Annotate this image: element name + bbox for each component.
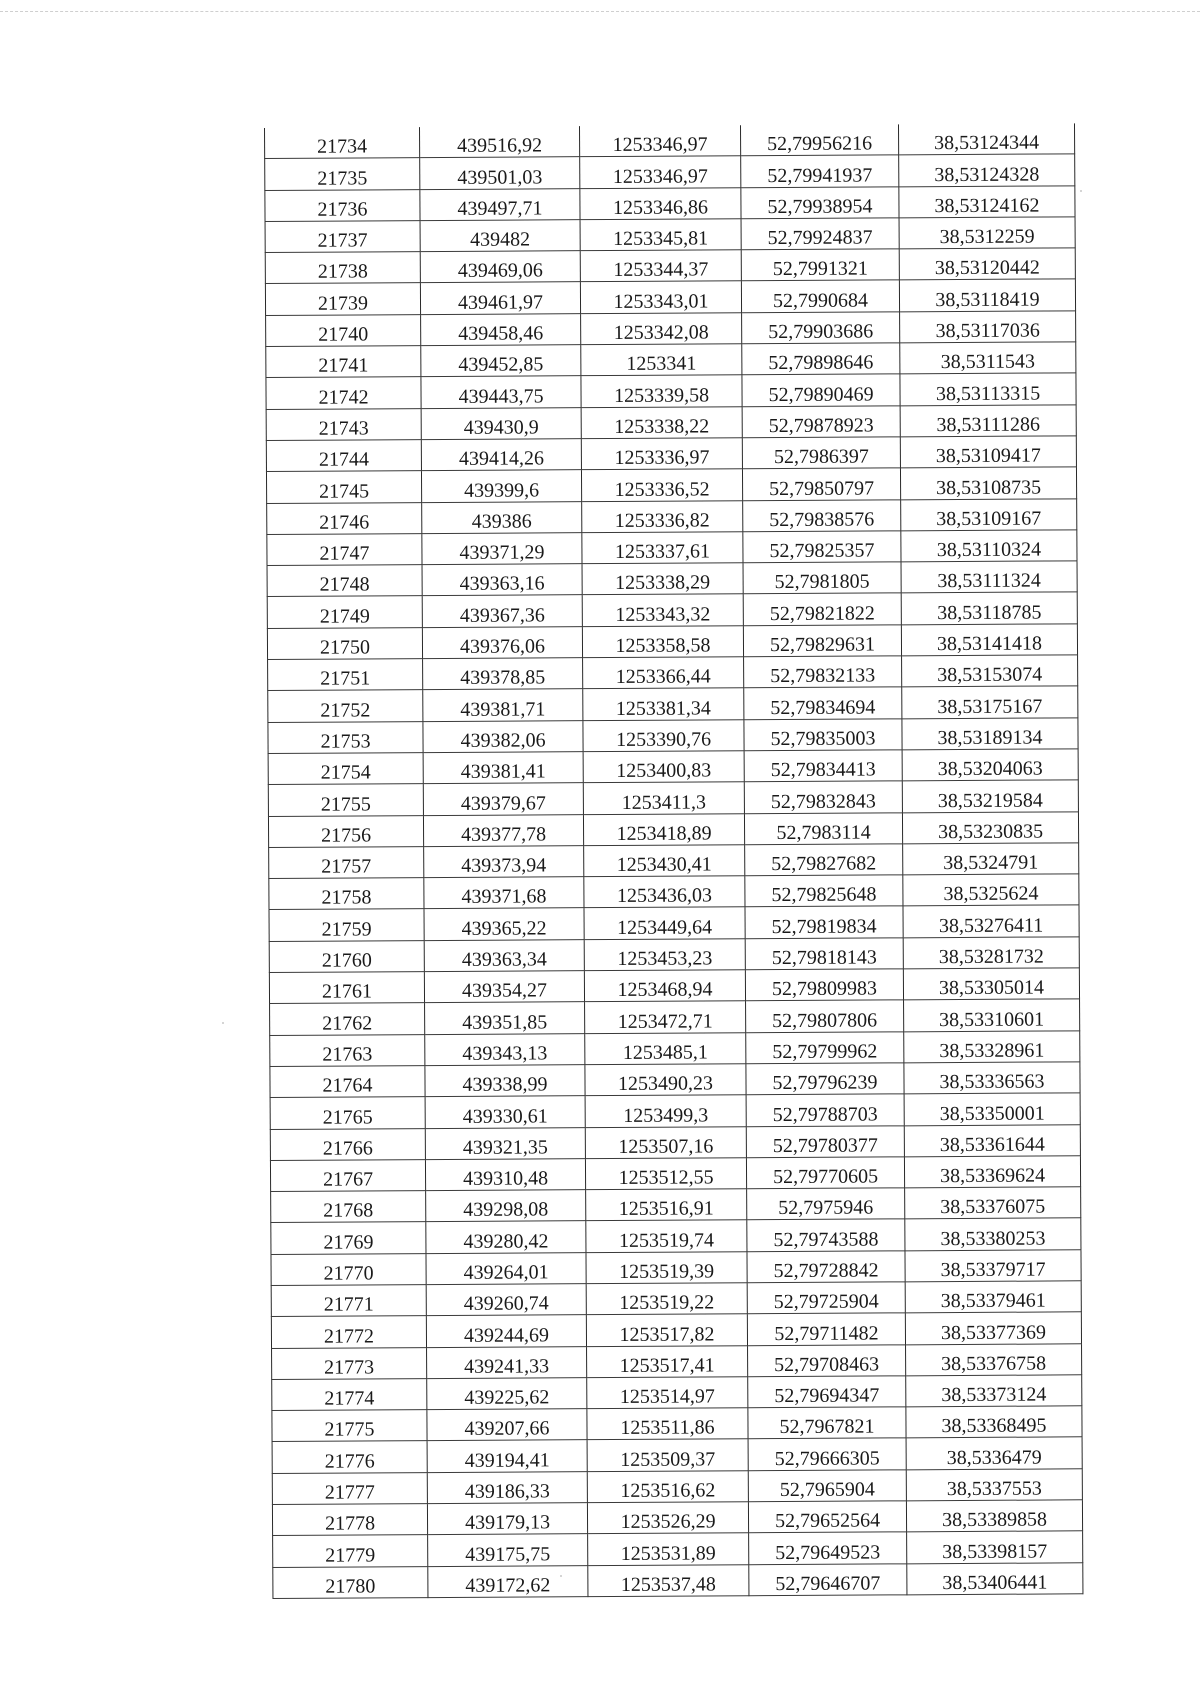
longitude-cell: 38,53109417 [900, 436, 1076, 468]
table-row [266, 311, 1076, 347]
point-number-cell: 21747 [267, 533, 422, 565]
x-coordinate-cell: 439330,61 [425, 1096, 585, 1128]
longitude-cell: 38,53379717 [905, 1250, 1081, 1282]
point-number-cell: 21756 [268, 815, 423, 847]
latitude-cell: 52,79903686 [742, 312, 900, 344]
table-row [268, 749, 1078, 785]
point-number-cell: 21740 [266, 314, 421, 346]
y-coordinate-cell: 1253511,86 [587, 1408, 748, 1440]
table-row [269, 968, 1079, 1004]
longitude-cell: 38,53350001 [904, 1093, 1080, 1125]
point-number-cell: 21736 [265, 189, 420, 221]
x-coordinate-cell: 439482 [420, 220, 580, 252]
x-coordinate-cell: 439363,34 [424, 939, 584, 971]
y-coordinate-cell: 1253343,32 [582, 594, 743, 626]
longitude-cell: 38,53398157 [907, 1531, 1083, 1563]
latitude-cell: 52,79941937 [741, 155, 899, 187]
table-row [268, 717, 1078, 753]
longitude-cell: 38,53141418 [901, 624, 1077, 656]
coordinates-table [264, 123, 1083, 1599]
table-row [265, 217, 1075, 253]
table-row [268, 655, 1078, 691]
table-row [266, 404, 1076, 440]
x-coordinate-cell: 439321,35 [425, 1127, 585, 1159]
latitude-cell: 52,79788703 [746, 1094, 904, 1126]
y-coordinate-cell: 1253507,16 [585, 1126, 746, 1158]
latitude-cell: 52,79694347 [748, 1376, 906, 1408]
latitude-cell: 52,79819834 [745, 906, 903, 938]
latitude-cell: 52,79938954 [741, 186, 899, 218]
x-coordinate-cell: 439443,75 [421, 376, 581, 408]
table-row [269, 905, 1079, 941]
latitude-cell: 52,79829631 [743, 625, 901, 657]
point-number-cell: 21746 [267, 502, 422, 534]
x-coordinate-cell: 439386 [422, 501, 582, 533]
point-number-cell: 21742 [266, 377, 421, 409]
y-coordinate-cell: 1253400,83 [583, 751, 744, 783]
latitude-cell: 52,79809983 [745, 969, 903, 1001]
point-number-cell: 21754 [268, 753, 423, 785]
x-coordinate-cell: 439280,42 [426, 1221, 586, 1253]
latitude-cell: 52,79799962 [746, 1031, 904, 1063]
x-coordinate-cell: 439371,68 [424, 877, 584, 909]
y-coordinate-cell: 1253358,58 [582, 625, 743, 657]
x-coordinate-cell: 439244,69 [426, 1315, 586, 1347]
x-coordinate-cell: 439373,94 [424, 845, 584, 877]
longitude-cell: 38,53175167 [902, 686, 1078, 718]
table-row [265, 279, 1075, 315]
point-number-cell: 21762 [270, 1003, 425, 1035]
point-number-cell: 21760 [269, 940, 424, 972]
table-row [271, 1250, 1081, 1286]
longitude-cell: 38,53276411 [903, 905, 1079, 937]
x-coordinate-cell: 439371,29 [422, 533, 582, 565]
y-coordinate-cell: 1253519,74 [586, 1220, 747, 1252]
table-row [266, 373, 1076, 409]
table-row [265, 185, 1075, 221]
latitude-cell: 52,7986397 [742, 437, 900, 469]
y-coordinate-cell: 1253346,86 [580, 187, 741, 219]
x-coordinate-cell: 439458,46 [421, 313, 581, 345]
latitude-cell: 52,79708463 [748, 1344, 906, 1376]
longitude-cell: 38,53124162 [899, 185, 1075, 217]
table-row [266, 467, 1076, 503]
table-row [271, 1312, 1081, 1348]
point-number-cell: 21765 [270, 1097, 425, 1129]
x-coordinate-cell: 439497,71 [420, 188, 580, 220]
point-number-cell: 21778 [272, 1504, 427, 1536]
point-number-cell: 21763 [270, 1034, 425, 1066]
latitude-cell: 52,79834413 [744, 750, 902, 782]
y-coordinate-cell: 1253519,39 [586, 1251, 747, 1283]
y-coordinate-cell: 1253337,61 [582, 532, 743, 564]
longitude-cell: 38,53118419 [899, 279, 1075, 311]
x-coordinate-cell: 439381,71 [423, 689, 583, 721]
x-coordinate-cell: 439430,9 [421, 407, 581, 439]
point-number-cell: 21757 [269, 846, 424, 878]
x-coordinate-cell: 439379,67 [423, 783, 583, 815]
y-coordinate-cell: 1253468,94 [584, 970, 745, 1002]
x-coordinate-cell: 439414,26 [421, 439, 581, 471]
y-coordinate-cell: 1253453,23 [584, 938, 745, 970]
x-coordinate-cell: 439172,62 [428, 1565, 588, 1597]
longitude-cell: 38,53153074 [902, 655, 1078, 687]
x-coordinate-cell: 439367,36 [422, 595, 582, 627]
longitude-cell: 38,53380253 [905, 1218, 1081, 1250]
x-coordinate-cell: 439186,33 [427, 1471, 587, 1503]
longitude-cell: 38,53377369 [905, 1312, 1081, 1344]
latitude-cell: 52,7967821 [748, 1407, 906, 1439]
y-coordinate-cell: 1253339,58 [581, 375, 742, 407]
latitude-cell: 52,79850797 [742, 468, 900, 500]
longitude-cell: 38,53305014 [903, 968, 1079, 1000]
point-number-cell: 21761 [269, 972, 424, 1004]
table-row [267, 498, 1077, 534]
y-coordinate-cell: 1253516,91 [586, 1189, 747, 1221]
latitude-cell: 52,79890469 [742, 374, 900, 406]
longitude-cell: 38,5337553 [906, 1469, 1082, 1501]
y-coordinate-cell: 1253336,82 [582, 500, 743, 532]
y-coordinate-cell: 1253341 [581, 344, 742, 376]
table-row [272, 1343, 1082, 1379]
longitude-cell: 38,53219584 [902, 780, 1078, 812]
latitude-cell: 52,79652564 [748, 1501, 906, 1533]
table-row [268, 811, 1078, 847]
latitude-cell: 52,79898646 [742, 343, 900, 375]
x-coordinate-cell: 439469,06 [420, 251, 580, 283]
point-number-cell: 21758 [269, 878, 424, 910]
x-coordinate-cell: 439365,22 [424, 908, 584, 940]
latitude-cell: 52,79649523 [749, 1532, 907, 1564]
x-coordinate-cell: 439179,13 [427, 1503, 587, 1535]
table-row [265, 248, 1075, 284]
y-coordinate-cell: 1253342,08 [581, 313, 742, 345]
latitude-cell: 52,79743588 [747, 1219, 905, 1251]
point-number-cell: 21770 [271, 1253, 426, 1285]
x-coordinate-cell: 439354,27 [424, 971, 584, 1003]
y-coordinate-cell: 1253472,71 [585, 1001, 746, 1033]
x-coordinate-cell: 439376,06 [422, 626, 582, 658]
table-row [267, 530, 1077, 566]
latitude-cell: 52,79780377 [746, 1125, 904, 1157]
latitude-cell: 52,79834694 [744, 687, 902, 719]
point-number-cell: 21751 [268, 659, 423, 691]
point-number-cell: 21759 [269, 909, 424, 941]
table-row [267, 592, 1077, 628]
x-coordinate-cell: 439377,78 [423, 814, 583, 846]
point-number-cell: 21777 [272, 1472, 427, 1504]
y-coordinate-cell: 1253499,3 [585, 1095, 746, 1127]
y-coordinate-cell: 1253430,41 [584, 845, 745, 877]
y-coordinate-cell: 1253366,44 [583, 657, 744, 689]
longitude-cell: 38,53376758 [906, 1343, 1082, 1375]
latitude-cell: 52,79838576 [743, 499, 901, 531]
x-coordinate-cell: 439399,6 [421, 470, 581, 502]
table-row [270, 1156, 1080, 1192]
longitude-cell: 38,53369624 [904, 1156, 1080, 1188]
latitude-cell: 52,79832133 [744, 656, 902, 688]
y-coordinate-cell: 1253381,34 [583, 688, 744, 720]
longitude-cell: 38,5311543 [900, 342, 1076, 374]
table-row [270, 1062, 1080, 1098]
longitude-cell: 38,53117036 [900, 311, 1076, 343]
point-number-cell: 21779 [273, 1535, 428, 1567]
table-row [266, 436, 1076, 472]
x-coordinate-cell: 439241,33 [427, 1346, 587, 1378]
latitude-cell: 52,79728842 [747, 1251, 905, 1283]
x-coordinate-cell: 439298,08 [426, 1190, 586, 1222]
x-coordinate-cell: 439310,48 [425, 1158, 585, 1190]
longitude-cell: 38,53230835 [902, 811, 1078, 843]
y-coordinate-cell: 1253519,22 [586, 1283, 747, 1315]
table-row [272, 1406, 1082, 1442]
y-coordinate-cell: 1253336,52 [581, 469, 742, 501]
longitude-cell: 38,53113315 [900, 373, 1076, 405]
y-coordinate-cell: 1253390,76 [583, 719, 744, 751]
longitude-cell: 38,53111324 [901, 561, 1077, 593]
scan-top-edge [0, 11, 1200, 12]
latitude-cell: 52,79956216 [740, 124, 898, 156]
x-coordinate-cell: 439338,99 [425, 1065, 585, 1097]
table-row [272, 1500, 1082, 1536]
point-number-cell: 21767 [270, 1159, 425, 1191]
y-coordinate-cell: 1253449,64 [584, 907, 745, 939]
longitude-cell: 38,53110324 [901, 530, 1077, 562]
longitude-cell: 38,53368495 [906, 1406, 1082, 1438]
coordinates-table-container [264, 123, 1082, 1599]
latitude-cell: 52,79818143 [745, 938, 903, 970]
latitude-cell: 52,79878923 [742, 406, 900, 438]
x-coordinate-cell: 439343,13 [425, 1033, 585, 1065]
y-coordinate-cell: 1253436,03 [584, 876, 745, 908]
y-coordinate-cell: 1253512,55 [585, 1158, 746, 1190]
latitude-cell: 52,79835003 [744, 718, 902, 750]
latitude-cell: 52,7991321 [741, 249, 899, 281]
x-coordinate-cell: 439260,74 [426, 1284, 586, 1316]
point-number-cell: 21749 [267, 596, 422, 628]
y-coordinate-cell: 1253338,22 [581, 406, 742, 438]
point-number-cell: 21750 [267, 627, 422, 659]
x-coordinate-cell: 439207,66 [427, 1409, 587, 1441]
point-number-cell: 21771 [271, 1285, 426, 1317]
point-number-cell: 21748 [267, 565, 422, 597]
point-number-cell: 21772 [271, 1316, 426, 1348]
latitude-cell: 52,79646707 [749, 1563, 907, 1595]
point-number-cell: 21775 [272, 1410, 427, 1442]
x-coordinate-cell: 439264,01 [426, 1252, 586, 1284]
longitude-cell: 38,53111286 [900, 404, 1076, 436]
table-row [267, 561, 1077, 597]
point-number-cell: 21755 [268, 784, 423, 816]
latitude-cell: 52,7981805 [743, 562, 901, 594]
table-row [271, 1187, 1081, 1223]
longitude-cell: 38,53336563 [904, 1062, 1080, 1094]
longitude-cell: 38,53379461 [905, 1281, 1081, 1313]
point-number-cell: 21745 [266, 471, 421, 503]
longitude-cell: 38,53124344 [898, 123, 1074, 155]
table-row [272, 1469, 1082, 1505]
y-coordinate-cell: 1253411,3 [583, 782, 744, 814]
point-number-cell: 21773 [272, 1347, 427, 1379]
longitude-cell: 38,53373124 [906, 1375, 1082, 1407]
point-number-cell: 21737 [265, 220, 420, 252]
y-coordinate-cell: 1253537,48 [588, 1564, 749, 1596]
y-coordinate-cell: 1253516,62 [587, 1470, 748, 1502]
y-coordinate-cell: 1253344,37 [580, 250, 741, 282]
y-coordinate-cell: 1253485,1 [585, 1032, 746, 1064]
point-number-cell: 21776 [272, 1441, 427, 1473]
x-coordinate-cell: 439351,85 [425, 1002, 585, 1034]
x-coordinate-cell: 439516,92 [419, 126, 579, 158]
latitude-cell: 52,7975946 [747, 1188, 905, 1220]
point-number-cell: 21753 [268, 721, 423, 753]
longitude-cell: 38,53361644 [904, 1124, 1080, 1156]
longitude-cell: 38,53189134 [902, 717, 1078, 749]
coordinates-table-body [265, 123, 1083, 1598]
longitude-cell: 38,53376075 [905, 1187, 1081, 1219]
table-row [273, 1531, 1083, 1567]
table-row [270, 1030, 1080, 1066]
table-row [271, 1218, 1081, 1254]
y-coordinate-cell: 1253345,81 [580, 219, 741, 251]
longitude-cell: 38,53328961 [904, 1030, 1080, 1062]
y-coordinate-cell: 1253418,89 [583, 813, 744, 845]
latitude-cell: 52,7965904 [748, 1470, 906, 1502]
longitude-cell: 38,53108735 [900, 467, 1076, 499]
y-coordinate-cell: 1253338,29 [582, 563, 743, 595]
longitude-cell: 38,53204063 [902, 749, 1078, 781]
point-number-cell: 21764 [270, 1065, 425, 1097]
x-coordinate-cell: 439452,85 [421, 345, 581, 377]
point-number-cell: 21752 [268, 690, 423, 722]
longitude-cell: 38,53118785 [901, 592, 1077, 624]
table-row [268, 686, 1078, 722]
latitude-cell: 52,7983114 [744, 812, 902, 844]
table-row [269, 843, 1079, 879]
point-number-cell: 21768 [271, 1191, 426, 1223]
latitude-cell: 52,79796239 [746, 1063, 904, 1095]
point-number-cell: 21743 [266, 408, 421, 440]
x-coordinate-cell: 439194,41 [427, 1440, 587, 1472]
longitude-cell: 38,53124328 [899, 154, 1075, 186]
longitude-cell: 38,53109167 [901, 498, 1077, 530]
x-coordinate-cell: 439225,62 [427, 1378, 587, 1410]
x-coordinate-cell: 439363,16 [422, 564, 582, 596]
table-row [269, 937, 1079, 973]
table-row [270, 1093, 1080, 1129]
scan-speck [1080, 190, 1082, 192]
y-coordinate-cell: 1253509,37 [587, 1439, 748, 1471]
latitude-cell: 52,79711482 [747, 1313, 905, 1345]
x-coordinate-cell: 439501,03 [420, 157, 580, 189]
latitude-cell: 52,79825648 [745, 875, 903, 907]
y-coordinate-cell: 1253336,97 [581, 438, 742, 470]
point-number-cell: 21744 [266, 440, 421, 472]
longitude-cell: 38,53406441 [907, 1562, 1083, 1594]
longitude-cell: 38,5312259 [899, 217, 1075, 249]
point-number-cell: 21741 [266, 346, 421, 378]
latitude-cell: 52,79924837 [741, 218, 899, 250]
point-number-cell: 21780 [273, 1566, 428, 1598]
table-row [271, 1281, 1081, 1317]
y-coordinate-cell: 1253490,23 [585, 1064, 746, 1096]
x-coordinate-cell: 439378,85 [423, 658, 583, 690]
longitude-cell: 38,5324791 [903, 843, 1079, 875]
table-row [267, 624, 1077, 660]
point-number-cell: 21766 [270, 1128, 425, 1160]
longitude-cell: 38,5325624 [903, 874, 1079, 906]
x-coordinate-cell: 439381,41 [423, 752, 583, 784]
latitude-cell: 52,79825357 [743, 531, 901, 563]
table-row [268, 780, 1078, 816]
x-coordinate-cell: 439175,75 [428, 1534, 588, 1566]
point-number-cell: 21774 [272, 1378, 427, 1410]
latitude-cell: 52,79770605 [746, 1157, 904, 1189]
point-number-cell: 21769 [271, 1222, 426, 1254]
y-coordinate-cell: 1253531,89 [588, 1533, 749, 1565]
table-row [270, 999, 1080, 1035]
x-coordinate-cell: 439461,97 [420, 282, 580, 314]
point-number-cell: 21735 [265, 158, 420, 190]
x-coordinate-cell: 439382,06 [423, 720, 583, 752]
point-number-cell: 21739 [265, 283, 420, 315]
point-number-cell: 21738 [265, 252, 420, 284]
table-row [265, 123, 1075, 158]
latitude-cell: 52,79666305 [748, 1438, 906, 1470]
table-row [272, 1437, 1082, 1473]
latitude-cell: 52,79827682 [745, 844, 903, 876]
y-coordinate-cell: 1253346,97 [580, 156, 741, 188]
latitude-cell: 52,7990684 [741, 280, 899, 312]
latitude-cell: 52,79832843 [744, 781, 902, 813]
table-row [272, 1375, 1082, 1411]
table-row [265, 154, 1075, 190]
longitude-cell: 38,5336479 [906, 1437, 1082, 1469]
y-coordinate-cell: 1253526,29 [587, 1502, 748, 1534]
y-coordinate-cell: 1253343,01 [580, 281, 741, 313]
table-row [266, 342, 1076, 378]
table-row [269, 874, 1079, 910]
y-coordinate-cell: 1253514,97 [587, 1377, 748, 1409]
latitude-cell: 52,79725904 [747, 1282, 905, 1314]
longitude-cell: 38,53389858 [906, 1500, 1082, 1532]
latitude-cell: 52,79821822 [743, 593, 901, 625]
longitude-cell: 38,53120442 [899, 248, 1075, 280]
table-row [273, 1562, 1083, 1598]
y-coordinate-cell: 1253517,82 [586, 1314, 747, 1346]
point-number-cell: 21734 [265, 127, 420, 159]
latitude-cell: 52,79807806 [746, 1000, 904, 1032]
scan-speck [222, 1022, 224, 1024]
longitude-cell: 38,53281732 [903, 937, 1079, 969]
y-coordinate-cell: 1253346,97 [579, 125, 740, 157]
longitude-cell: 38,53310601 [904, 999, 1080, 1031]
table-row [270, 1124, 1080, 1160]
y-coordinate-cell: 1253517,41 [587, 1345, 748, 1377]
